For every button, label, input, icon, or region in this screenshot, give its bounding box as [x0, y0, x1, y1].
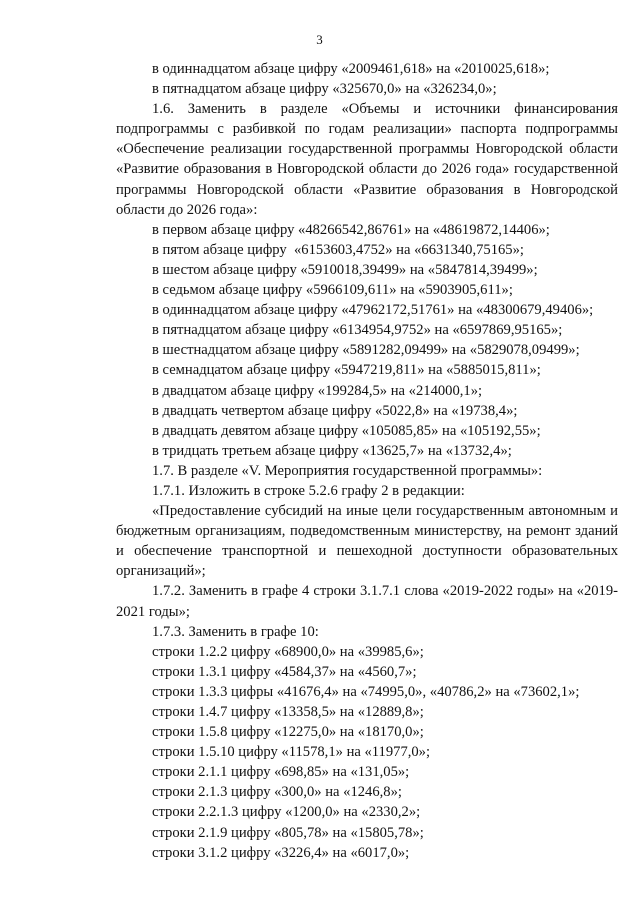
amendment-line: в пятнадцатом абзаце цифру «325670,0» на «326234,0»; [152, 81, 497, 98]
amendment-line: в первом абзаце цифру «48266542,86761» на «48619872,14406»; [152, 221, 550, 238]
amendment-row: строки 2.1.9 цифру «805,78» на «15805,78»; [152, 824, 424, 841]
quoted-wording: «Предоставление субсидий на иные цели государственным автономным и бюджетным организациям, подведомственным министерству, на ремонт зданий и обеспечение транспортной и пешеходной доступности образовательных организаций»; [116, 503, 618, 580]
amendment-row: строки 2.2.1.3 цифру «1200,0» на «2330,2»; [152, 804, 421, 821]
amendment-line: в седьмом абзаце цифру «5966109,611» на «5903905,611»; [152, 282, 513, 299]
amendment-row: строки 1.3.3 цифры «41676,4» на «74995,0», «40786,2» на «73602,1»; [152, 683, 580, 700]
section-1-7-heading: 1.7. В разделе «V. Мероприятия государственной программы»: [152, 462, 543, 479]
amendment-line: в пятом абзаце цифру «6153603,4752» на «6631340,75165»; [152, 241, 524, 258]
amendment-row: строки 1.4.7 цифру «13358,5» на «12889,8»; [152, 704, 424, 720]
amendment-line: в двадцатом абзаце цифру «199284,5» на «214000,1»; [152, 382, 483, 399]
amendment-line: в одиннадцатом абзаце цифру «2009461,618» на «2010025,618»; [152, 61, 550, 77]
section-1-7-2: 1.7.2. Заменить в графе 4 строки 3.1.7.1 слова «2019-2022 годы» на «2019-2021 годы»; [116, 583, 618, 620]
page-number: 3 [316, 32, 323, 47]
amendment-line: в шестом абзаце цифру «5910018,39499» на «5847814,39499»; [152, 261, 538, 278]
amendment-row: строки 1.5.8 цифру «12275,0» на «18170,0»; [152, 724, 424, 741]
amendment-line: в двадцать четвертом абзаце цифру «5022,8» на «19738,4»; [152, 402, 518, 419]
document-body [116, 59, 618, 863]
amendment-line: в семнадцатом абзаце цифру «5947219,811» на «5885015,811»; [152, 362, 541, 379]
amendment-line: в тридцать третьем абзаце цифру «13625,7» на «13732,4»; [152, 442, 512, 459]
section-1-7-3: 1.7.3. Заменить в графе 10: [152, 623, 319, 640]
amendment-row: строки 2.1.1 цифру «698,85» на «131,05»; [152, 764, 410, 781]
amendment-row: строки 2.1.3 цифру «300,0» на «1246,8»; [152, 784, 402, 801]
amendment-row: строки 1.5.10 цифру «11578,1» на «11977,0»; [152, 744, 431, 761]
amendment-row: строки 3.1.2 цифру «3226,4» на «6017,0»; [152, 844, 410, 861]
section-1-7-1: 1.7.1. Изложить в строке 5.2.6 графу 2 в редакции: [152, 482, 465, 499]
section-1-6-paragraph: 1.6. Заменить в разделе «Объемы и источники финансирования подпрограммы с разбивкой по годам реализации» паспорта подпрограммы «Обеспечение реализации государственной программы Новгородской области «Развитие образования в Новгородской области до 2026 года» государственной программы Новгородской области «Развитие образования в Новгородской области до 2026 года»: [116, 101, 618, 218]
amendment-line: в шестнадцатом абзаце цифру «5891282,09499» на «5829078,09499»; [152, 342, 580, 359]
amendment-line: в одиннадцатом абзаце цифру «47962172,51761» на «48300679,49406»; [152, 302, 594, 319]
amendment-row: строки 1.2.2 цифру «68900,0» на «39985,6»; [152, 643, 424, 660]
amendment-line: в пятнадцатом абзаце цифру «6134954,9752» на «6597869,95165»; [152, 322, 563, 339]
amendment-row: строки 1.3.1 цифру «4584,37» на «4560,7»; [152, 663, 417, 680]
amendment-line: в двадцать девятом абзаце цифру «105085,85» на «105192,55»; [152, 422, 541, 439]
